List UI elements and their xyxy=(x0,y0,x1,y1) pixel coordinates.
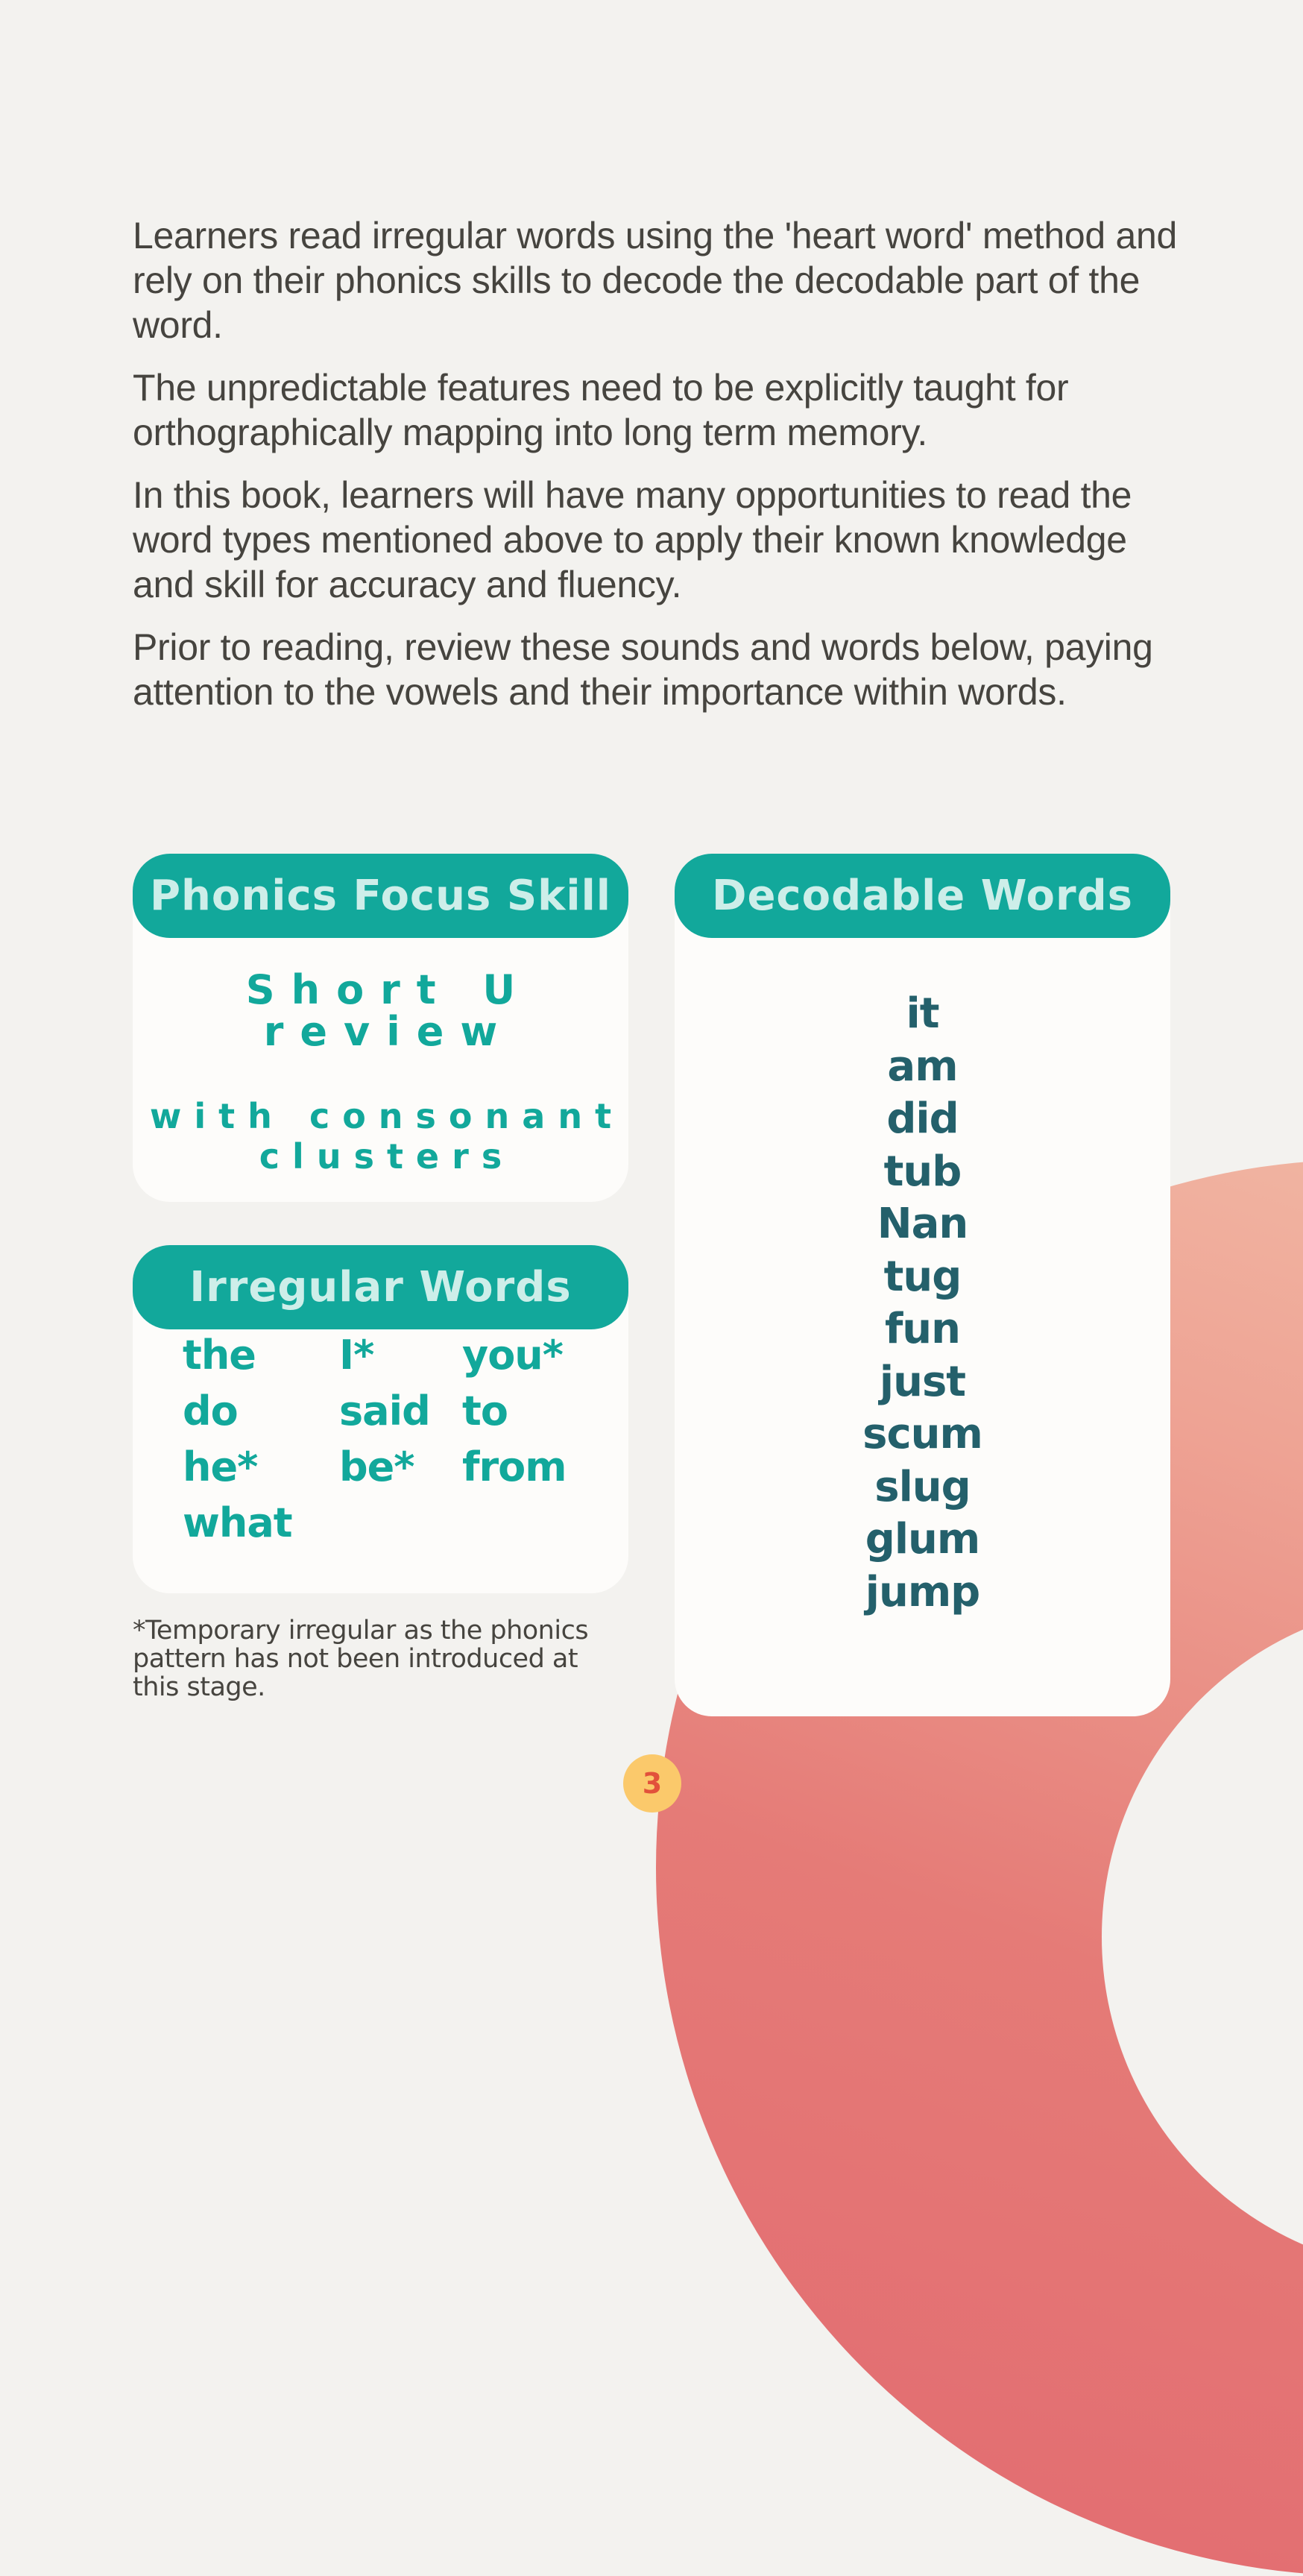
decodable-word: scum xyxy=(862,1410,982,1458)
intro-paragraph: The unpredictable features need to be explicitly taught for orthographically mapping into long term memory. xyxy=(133,367,1069,453)
irregular-words-card xyxy=(133,1245,628,1593)
irregular-word: said xyxy=(339,1388,430,1435)
phonics-focus-card xyxy=(133,854,628,1202)
decodable-words-title: Decodable Words xyxy=(675,854,1170,938)
irregular-word: to xyxy=(462,1388,508,1435)
decodable-word: jump xyxy=(865,1567,980,1616)
decodable-word: did xyxy=(886,1095,959,1143)
decodable-word: am xyxy=(887,1042,958,1091)
decodable-word: slug xyxy=(874,1462,971,1511)
decodable-word: tug xyxy=(883,1252,962,1301)
irregular-words-title: Irregular Words xyxy=(133,1245,628,1329)
intro-paragraph: Learners read irregular words using the 'heart word' method and rely on their phonics skills to decode the decodable part of the word. xyxy=(133,215,1177,346)
intro-paragraph: In this book, learners will have many opportunities to read the word types mentioned above to apply their known knowledge and skill for accuracy and fluency. xyxy=(133,474,1132,605)
irregular-word: you* xyxy=(462,1332,563,1379)
skill-line: Short U xyxy=(245,966,532,1013)
decodable-word: Nan xyxy=(877,1200,968,1248)
irregular-word: from xyxy=(462,1443,567,1490)
skill-line: review xyxy=(263,1008,514,1055)
footnote: *Temporary irregular as the phonics pattern has not been introduced at this stage. xyxy=(133,1616,589,1702)
decodable-word: fun xyxy=(884,1305,961,1353)
decodable-word: it xyxy=(906,989,939,1038)
irregular-word: he* xyxy=(183,1443,258,1490)
decodable-words-list xyxy=(675,988,1170,1619)
intro-text xyxy=(133,213,1191,732)
intro-paragraph: Prior to reading, review these sounds and words below, paying attention to the vowels and their importance within words. xyxy=(133,626,1153,713)
phonics-focus-title: Phonics Focus Skill xyxy=(133,854,628,938)
phonics-skill-sub xyxy=(133,1096,628,1177)
page-number-badge: 3 xyxy=(623,1754,681,1813)
irregular-word: the xyxy=(183,1332,256,1379)
irregular-word: I* xyxy=(339,1332,374,1379)
irregular-word: what xyxy=(183,1499,292,1546)
skill-line: clusters xyxy=(259,1136,515,1177)
phonics-skill-main xyxy=(133,966,628,1055)
irregular-words-grid xyxy=(183,1327,574,1551)
decodable-word: glum xyxy=(865,1515,980,1563)
decodable-word: tub xyxy=(883,1147,962,1196)
decodable-word: just xyxy=(879,1357,966,1406)
skill-line: with consonant xyxy=(149,1096,625,1136)
decodable-words-card xyxy=(675,854,1170,1716)
irregular-word: do xyxy=(183,1388,238,1435)
irregular-word: be* xyxy=(339,1443,414,1490)
